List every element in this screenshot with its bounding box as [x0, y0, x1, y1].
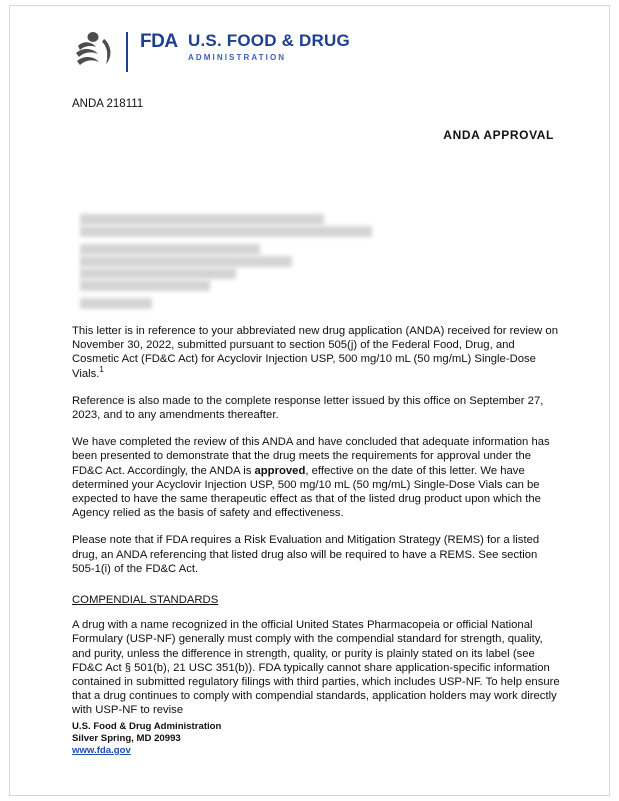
redaction-bar: [80, 226, 372, 237]
approved-emphasis: approved: [254, 464, 306, 477]
fda-mark-text: FDA: [140, 31, 178, 52]
redaction-bar: [80, 298, 152, 309]
paragraph-rems: Please note that if FDA requires a Risk Evaluation and Mitigation Strategy (REMS) for a listed drug, an ANDA referencing that listed drug also will be required to have a REMS. See section 505-1(i) of the FD&C Act.: [72, 534, 540, 575]
approval-title: ANDA APPROVAL: [443, 128, 554, 142]
section-heading-compendial-standards: COMPENDIAL STANDARDS: [72, 594, 219, 607]
redaction-bar: [80, 256, 292, 267]
document-content: [72, 24, 562, 731]
redaction-bar: [80, 214, 324, 225]
document-sheet: [9, 5, 610, 796]
fda-wordmark: [126, 32, 350, 72]
footer-agency: U.S. Food & Drug Administration: [72, 721, 222, 732]
letter-body: [72, 324, 562, 718]
application-number: ANDA 218111: [72, 98, 144, 110]
agency-subtitle: ADMINISTRATION: [188, 53, 287, 62]
redaction-bar: [80, 244, 260, 255]
redaction-bar: [80, 268, 236, 279]
paragraph-text-after-bold: , effective on the date of this letter. We have determined your Acyclovir Injection USP, 500 mg/10 mL (50 mg/mL) Single-Dose Vials can be expected to have the same therapeutic effect as that of the listed drug product upon which the Agency relied as the basis of safety and effectiveness.: [72, 464, 541, 520]
fda-agency-names: [188, 32, 350, 63]
letterhead: [72, 24, 562, 78]
redaction-bar: [80, 280, 210, 291]
paragraph-complete-response: Reference is also made to the complete response letter issued by this office on September 27, 2023, and to any amendments thereafter.: [72, 394, 544, 422]
agency-title: U.S. FOOD & DRUG: [188, 31, 350, 50]
paragraph-text: This letter is in reference to your abbreviated new drug application (ANDA) received for review on November 30, 2022, submitted pursuant to section 505(j) of the Federal Food, Drug, and Cosmetic Act (FD&C Act) for Acyclovir Injection USP, 500 mg/10 mL (50 mg/mL) Single-Dose Vials.: [72, 325, 558, 380]
paragraph-text-before-bold: We have completed the review of this ANDA and have concluded that adequate information has been presented to demonstrate that the drug meets the requirements for approval under the FD&C Act. Accordingly, the ANDA is: [72, 436, 550, 477]
footer-website-link[interactable]: www.fda.gov: [72, 745, 131, 756]
footnote-marker: 1: [99, 364, 104, 374]
paragraph-reference-application: [72, 324, 562, 381]
application-number-row: [72, 98, 562, 114]
footer-address: Silver Spring, MD 20993: [72, 733, 181, 744]
hhs-seal-icon: [72, 30, 114, 72]
paragraph-approval: [72, 435, 562, 520]
redacted-address-block: [72, 214, 562, 324]
paragraph-compendial: A drug with a name recognized in the official United States Pharmacopeia or official National Formulary (USP-NF) generally must comply with the compendial standard for strength, quality, and purity, unless the difference in strength, quality, or purity is plainly stated on its label (see FD&C Act § 501(b), 21 USC 351(b)). FDA typically cannot share application-specific information contained in submitted regulatory filings with third parties, which includes USP-NF. To help ensure that a drug continues to comply with compendial standards, application holders may work directly with USP-NF to revise: [72, 619, 560, 717]
page-footer: [72, 721, 562, 757]
